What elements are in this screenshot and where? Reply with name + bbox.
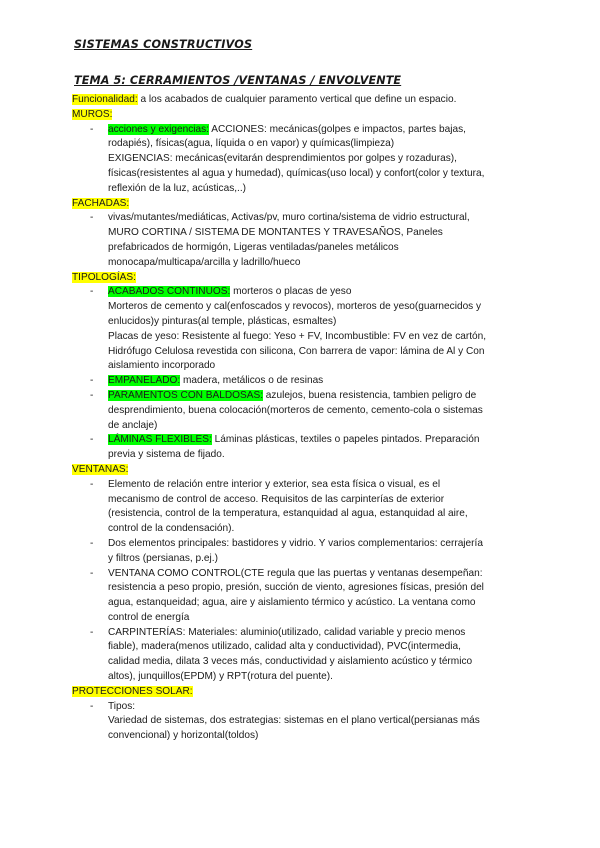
text-line: rodapiés), físicas(agua, líquida o en vapor) y químicas(limpieza) (108, 138, 395, 150)
section-heading-fachadas: FACHADAS: (72, 197, 130, 209)
text-line: fiable), madera(menos utilizado, calidad alta y conductividad), PVC(intermedia, (108, 641, 461, 653)
text-line: calidad media, dilata 3 veces más, conductividad y aislamiento acústico y térmico (108, 656, 473, 668)
topic-title: TEMA 5: CERRAMIENTOS /VENTANAS / ENVOLVENTE (74, 74, 402, 87)
text-line: Elemento de relación entre interior y exterior, sea esta física o visual, es el (108, 478, 441, 490)
list-bullet: - (90, 626, 94, 638)
list-bullet: - (90, 478, 94, 490)
text-line: físicas(resistentes al agua y humedad), químicas(uso local) y confort(color y textura, (108, 167, 485, 179)
item-label: acciones y exigencias: (108, 123, 209, 135)
list-bullet: - (90, 389, 94, 401)
text-line: vivas/mutantes/mediáticas, Activas/pv, muro cortina/sistema de vidrio estructural, (108, 212, 470, 224)
text-line: prefabricados de hormigón, Ligeras ventiladas/paneles metálicos (108, 241, 399, 253)
list-item (72, 537, 504, 567)
intro-paragraph (72, 93, 504, 108)
list-bullet: - (90, 212, 94, 224)
text-line: CARPINTERÍAS: Materiales: aluminio(utilizado, calidad variable y precio menos (108, 626, 466, 638)
text-line: agua, estanqueidad; agua, aire y aislamiento térmico y acústico. La ventana como (108, 597, 476, 609)
list-item (72, 123, 504, 197)
list-item (72, 478, 504, 537)
list-item (72, 374, 504, 389)
list-item (72, 285, 504, 374)
text-line: reflexión de la luz, acústicas,..) (108, 182, 247, 194)
text-line: mecanismo de control de acceso. Requisitos de las carpinterías de exterior (108, 493, 445, 505)
text-line: PARAMENTOS CON BALDOSAS: azulejos, buena resistencia, tambien peligro de (108, 389, 477, 401)
text-line: altos), junquillos(EPDM) y RPT(rotura del puente). (108, 671, 333, 683)
text-line: Dos elementos principales: bastidores y vidrio. Y varios complementarios: cerrajería (108, 537, 483, 549)
list-item (72, 626, 504, 685)
text-line: aislamiento incorporado (108, 360, 216, 372)
list-bullet: - (90, 537, 94, 549)
text-line: EXIGENCIAS: mecánicas(evitarán desprendimientos por golpes y rozaduras), (108, 153, 457, 165)
text-line: convencional) y horizontal(toldos) (108, 730, 259, 742)
text-line: MURO CORTINA / SISTEMA DE MONTANTES Y TRAVESAÑOS, Paneles (108, 227, 443, 239)
text-line: Morteros de cemento y cal(enfoscados y revocos), morteros de yeso(guarnecidos y (108, 301, 482, 313)
text-line: previa y sistema de fijado. (108, 449, 225, 461)
text-line: Variedad de sistemas, dos estrategias: sistemas en el plano vertical(persianas más (108, 715, 480, 727)
text-line: ACABADOS CONTINUOS: morteros o placas de yeso (108, 286, 352, 298)
item-label: PARAMENTOS CON BALDOSAS: (108, 389, 263, 401)
list-bullet: - (90, 375, 94, 387)
intro-text: a los acabados de cualquier paramento vertical que define un espacio. (137, 94, 457, 105)
text-line: Tipos: (108, 700, 136, 712)
item-label: ACABADOS CONTINUOS: (108, 286, 231, 298)
text-line: VENTANA COMO CONTROL(CTE regula que las puertas y ventanas desempeñan: (108, 567, 483, 579)
text-line: de anclaje) (108, 419, 158, 431)
text-line: enlucidos)y pinturas(al temple, plásticas, esmaltes) (108, 315, 337, 327)
text-line: control de la condensación). (108, 523, 235, 535)
text-line: acciones y exigencias: ACCIONES: mecánicas(golpes e impactos, partes bajas, (108, 123, 466, 135)
text-line: y filtros (persianas, p.ej.) (108, 552, 218, 564)
text-line: EMPANELADO: madera, metálicos o de resinas (108, 375, 324, 387)
document-title: SISTEMAS CONSTRUCTIVOS (74, 38, 253, 51)
section-heading-protecciones: PROTECCIONES SOLAR: (72, 685, 193, 697)
section-heading-tipologias: TIPOLOGÍAS: (72, 271, 136, 283)
text-line: monocapa/multicapa/arcilla y ladrillo/hueco (108, 256, 301, 268)
item-label: EMPANELADO: (108, 375, 181, 387)
list-bullet: - (90, 567, 94, 579)
list-item (72, 211, 504, 270)
intro-label: Funcionalidad: (72, 94, 138, 105)
text-line: (resistencia, control de la temperatura, estanquidad al agua, estanquidad al aire, (108, 508, 468, 520)
list-item (72, 433, 504, 463)
text-line: LÁMINAS FLEXIBLES: Láminas plásticas, textiles o papeles pintados. Preparación (108, 434, 480, 446)
list-bullet: - (90, 123, 94, 135)
text-line: desprendimiento, buena colocación(morteros de cemento, cemento-cola o sistemas (108, 404, 483, 416)
document-body (72, 93, 504, 744)
section-heading-muros: MUROS: (72, 108, 113, 120)
text-line: resistencia a peso propio, presión, succión de viento, agresiones físicas, presión del (108, 582, 484, 594)
list-bullet: - (90, 286, 94, 298)
section-heading-ventanas: VENTANAS: (72, 463, 129, 475)
text-line: Placas de yeso: Resistente al fuego: Yeso + FV, Incombustible: FV en vez de cartón, (108, 330, 487, 342)
text-line: Hidrófugo Celulosa revestida con silicona, Con barrera de vapor: lámina de Al y Con (108, 345, 485, 357)
list-item (72, 567, 504, 626)
list-bullet: - (90, 434, 94, 446)
list-item (72, 389, 504, 433)
item-label: LÁMINAS FLEXIBLES: (108, 434, 212, 446)
list-bullet: - (90, 700, 94, 712)
text-line: control de energía (108, 611, 190, 623)
list-item (72, 700, 504, 744)
